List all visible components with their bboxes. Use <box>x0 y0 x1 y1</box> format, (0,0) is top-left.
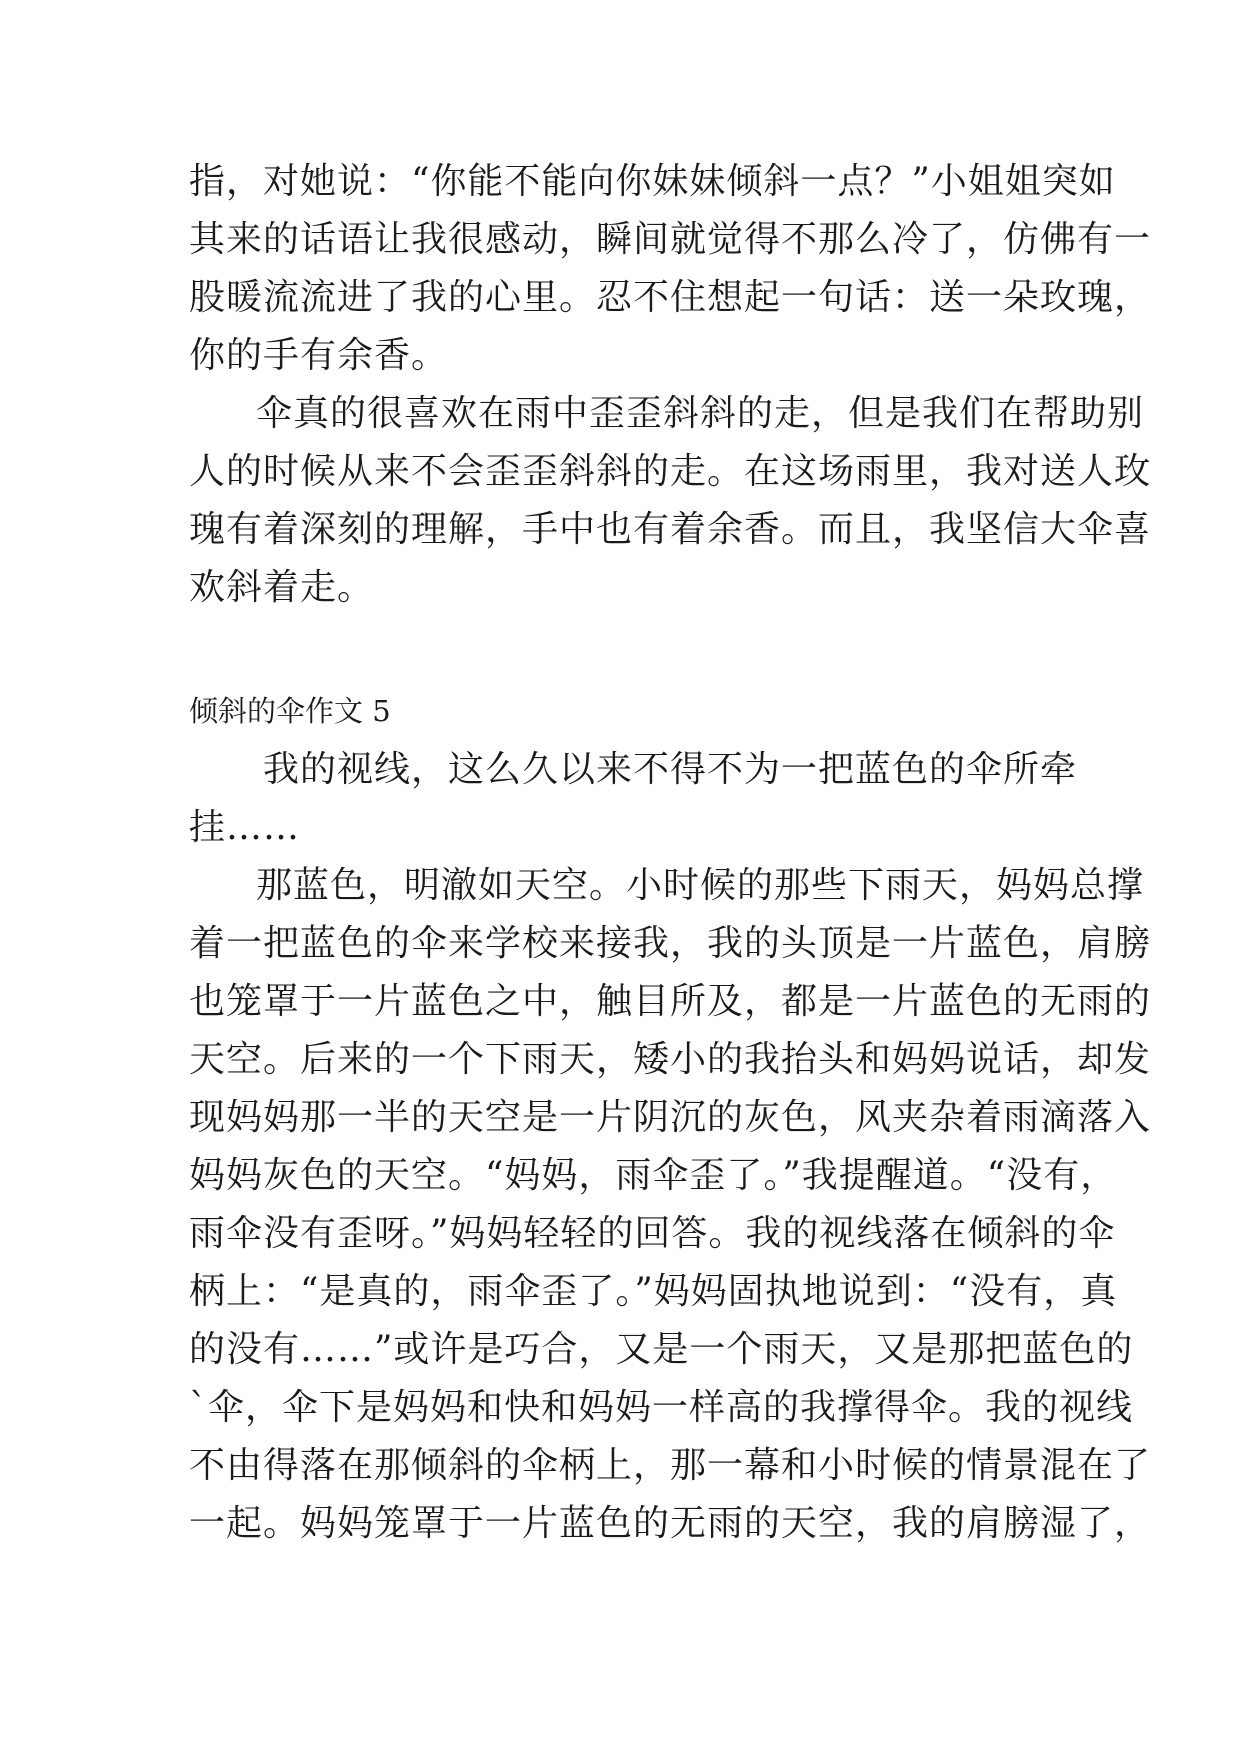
text-line: 指，对她说：“你能不能向你妹妹倾斜一点？”小姐姐突如 <box>189 161 1116 202</box>
text-line: 你的手有余香。 <box>189 335 449 376</box>
paragraph-first-line: 我的视线，这么久以来不得不为一把蓝色的伞所牵 <box>263 749 1078 790</box>
text-line: 雨伞没有歪呀。”妈妈轻轻的回答。我的视线落在倾斜的伞 <box>189 1213 1116 1254</box>
text-line: 不由得落在那倾斜的伞柄上，那一幕和小时候的情景混在了 <box>189 1445 1152 1486</box>
text-line: `伞，伞下是妈妈和快和妈妈一样高的我撑得伞。我的视线 <box>189 1387 1134 1428</box>
text-line: 的没有……”或许是巧合，又是一个雨天，又是那把蓝色的 <box>189 1329 1134 1370</box>
text-line: 现妈妈那一半的天空是一片阴沉的灰色，风夹杂着雨滴落入 <box>189 1097 1152 1138</box>
text-line: 妈妈灰色的天空。“妈妈，雨伞歪了。”我提醒道。“没有， <box>189 1155 1118 1196</box>
text-line: 欢斜着走。 <box>189 567 375 608</box>
text-line: 其来的话语让我很感动，瞬间就觉得不那么冷了，仿佛有一 <box>189 219 1152 260</box>
text-line: 天空。后来的一个下雨天，矮小的我抬头和妈妈说话，却发 <box>189 1039 1152 1080</box>
text-line: 一起。妈妈笼罩于一片蓝色的无雨的天空，我的肩膀湿了， <box>189 1503 1152 1544</box>
section-heading: 倾斜的伞作文 5 <box>189 694 391 728</box>
text-line: 瑰有着深刻的理解，手中也有着余香。而且，我坚信大伞喜 <box>189 509 1152 550</box>
text-line: 挂…… <box>189 807 301 848</box>
text-line: 人的时候从来不会歪歪斜斜的走。在这场雨里，我对送人玫 <box>189 451 1152 492</box>
paragraph-first-line: 伞真的很喜欢在雨中歪歪斜斜的走，但是我们在帮助别 <box>256 393 1145 434</box>
text-line: 着一把蓝色的伞来学校来接我，我的头顶是一片蓝色，肩膀 <box>189 923 1152 964</box>
text-line: 股暖流流进了我的心里。忍不住想起一句话：送一朵玫瑰， <box>189 277 1152 318</box>
paragraph-first-line: 那蓝色，明澈如天空。小时候的那些下雨天，妈妈总撑 <box>256 865 1145 906</box>
text-line: 也笼罩于一片蓝色之中，触目所及，都是一片蓝色的无雨的 <box>189 981 1152 1022</box>
text-line: 柄上：“是真的，雨伞歪了。”妈妈固执地说到：“没有，真 <box>189 1271 1118 1312</box>
